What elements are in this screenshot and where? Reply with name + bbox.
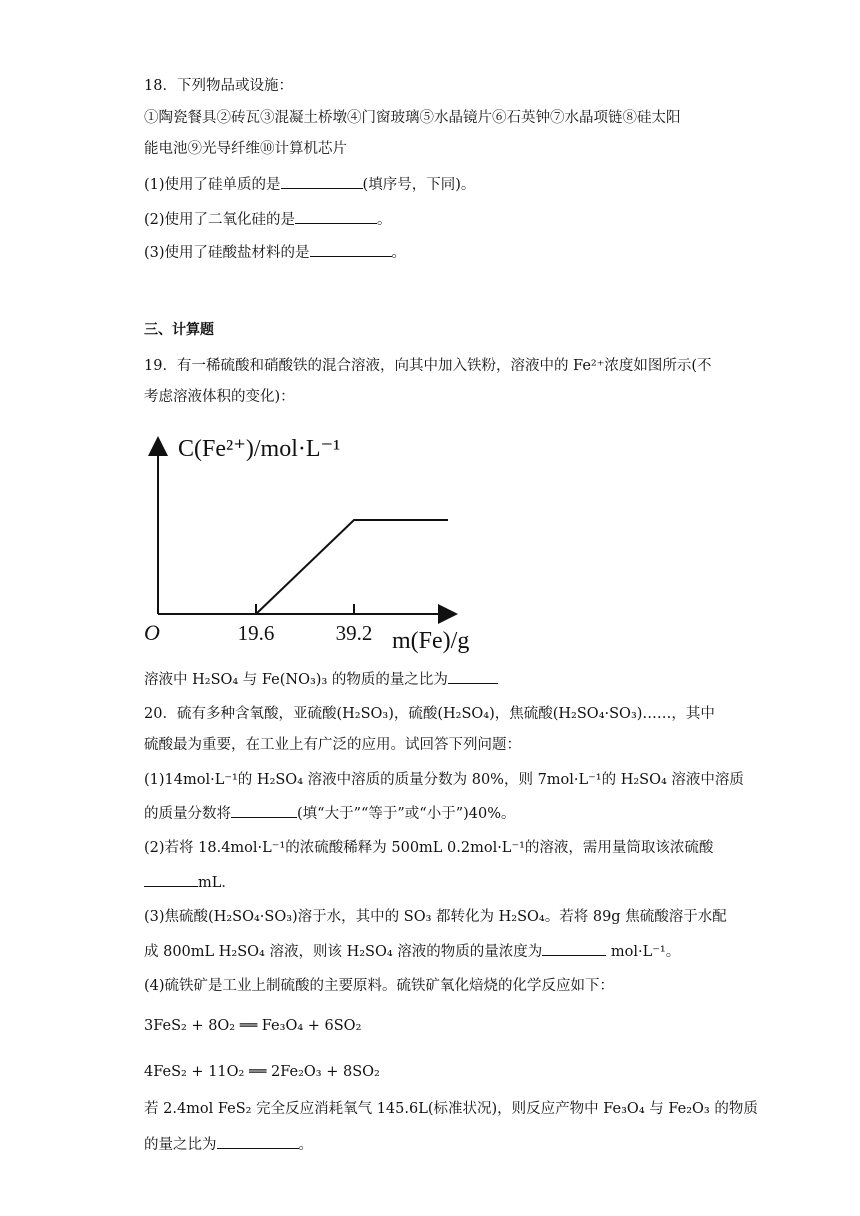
q18-part2 — [144, 209, 392, 230]
q18-part1-suffix: (填序号，下同)。 — [362, 177, 476, 193]
q20-part1-line1: (1)14mol·L⁻¹的 H₂SO₄ 溶液中溶质的质量分数为 80%，则 7mol·L⁻¹的 H₂SO₄ 溶液中溶质 — [144, 772, 744, 788]
q18-part1-prefix: (1)使用了硅单质的是 — [144, 177, 281, 193]
q20-part4-line3 — [144, 1134, 313, 1155]
equation-1: 3FeS₂ + 8O₂ ══ Fe₃O₄ + 6SO₂ — [144, 1018, 362, 1034]
series-line — [256, 520, 448, 614]
q19-stem-line1: 19．有一稀硫酸和硝酸铁的混合溶液，向其中加入铁粉，溶液中的 Fe²⁺浓度如图所示(不 — [144, 358, 712, 374]
q20-part4-prefix: 的量之比为 — [144, 1137, 217, 1153]
q20-part3-line2 — [144, 941, 680, 962]
answer-blank[interactable] — [144, 872, 198, 887]
y-axis-label: C(Fe²⁺)/mol·L⁻¹ — [178, 436, 341, 462]
answer-blank[interactable] — [295, 209, 377, 224]
section-title: 三、计算题 — [144, 322, 214, 338]
origin-label: O — [144, 620, 160, 645]
q20-part4-line2: 若 2.4mol FeS₂ 完全反应消耗氧气 145.6L(标准状况)，则反应产物中 Fe₃O₄ 与 Fe₂O₃ 的物质 — [144, 1101, 758, 1117]
q19-question — [144, 669, 498, 690]
q18-part3 — [144, 242, 406, 263]
q18-items-line2: 能电池⑨光导纤维⑩计算机芯片 — [144, 141, 347, 157]
q20-part1-line2 — [144, 803, 516, 824]
q20-stem-line1: 20．硫有多种含氧酸，亚硫酸(H₂SO₃)，硫酸(H₂SO₄)，焦硫酸(H₂SO₄·SO₃)……，其中 — [144, 706, 715, 722]
q20-part3-suffix: mol·L⁻¹。 — [606, 944, 681, 960]
q18-part2-suffix: 。 — [377, 212, 392, 228]
answer-blank[interactable] — [231, 803, 297, 818]
q18-part3-suffix: 。 — [391, 245, 407, 261]
q20-part1-prefix: 的质量分数将 — [144, 806, 231, 822]
concentration-chart — [140, 426, 480, 664]
answer-blank[interactable] — [310, 242, 392, 257]
q20-part3-prefix: 成 800mL H₂SO₄ 溶液，则该 H₂SO₄ 溶液的物质的量浓度为 — [144, 944, 543, 960]
equation-2: 4FeS₂ + 11O₂ ══ 2Fe₂O₃ + 8SO₂ — [144, 1064, 380, 1080]
answer-blank[interactable] — [217, 1134, 299, 1149]
q20-part2-suffix: mL． — [198, 875, 236, 891]
q20-part4-line1: (4)硫铁矿是工业上制硫酸的主要原料。硫铁矿氧化焙烧的化学反应如下： — [144, 978, 615, 994]
x-axis-label: m(Fe)/g — [392, 628, 470, 654]
answer-blank[interactable] — [281, 174, 363, 189]
q18-stem: 18．下列物品或设施： — [144, 78, 293, 94]
q20-part1-suffix: (填“大于”“等于”或“小于”)40%。 — [297, 806, 516, 822]
q18-part1 — [144, 174, 475, 195]
q19-question-prefix: 溶液中 H₂SO₄ 与 Fe(NO₃)₃ 的物质的量之比为 — [144, 672, 448, 688]
x-tick-label: 19.6 — [237, 621, 275, 645]
answer-blank[interactable] — [448, 669, 498, 684]
q19-stem-line2: 考虑溶液体积的变化)： — [144, 389, 295, 405]
answer-blank[interactable] — [542, 941, 606, 956]
q20-part2-line2 — [144, 872, 236, 893]
q18-items-line1: ①陶瓷餐具②砖瓦③混凝土桥墩④门窗玻璃⑤水晶镜片⑥石英钟⑦水晶项链⑧硅太阳 — [144, 110, 681, 126]
q18-part2-prefix: (2)使用了二氧化硅的是 — [144, 212, 296, 228]
q20-part2-line1: (2)若将 18.4mol·L⁻¹的浓硫酸稀释为 500mL 0.2mol·L⁻¹的溶液，需用量筒取该浓硫酸 — [144, 840, 714, 856]
q20-part3-line1: (3)焦硫酸(H₂SO₄·SO₃)溶于水，其中的 SO₃ 都转化为 H₂SO₄。若将 89g 焦硫酸溶于水配 — [144, 909, 727, 925]
q18-part3-prefix: (3)使用了硅酸盐材料的是 — [144, 245, 310, 261]
x-tick-label: 39.2 — [335, 621, 373, 645]
q20-part4-suffix: 。 — [298, 1137, 313, 1153]
q20-stem-line2: 硫酸最为重要，在工业上有广泛的应用。试回答下列问题： — [144, 737, 521, 753]
